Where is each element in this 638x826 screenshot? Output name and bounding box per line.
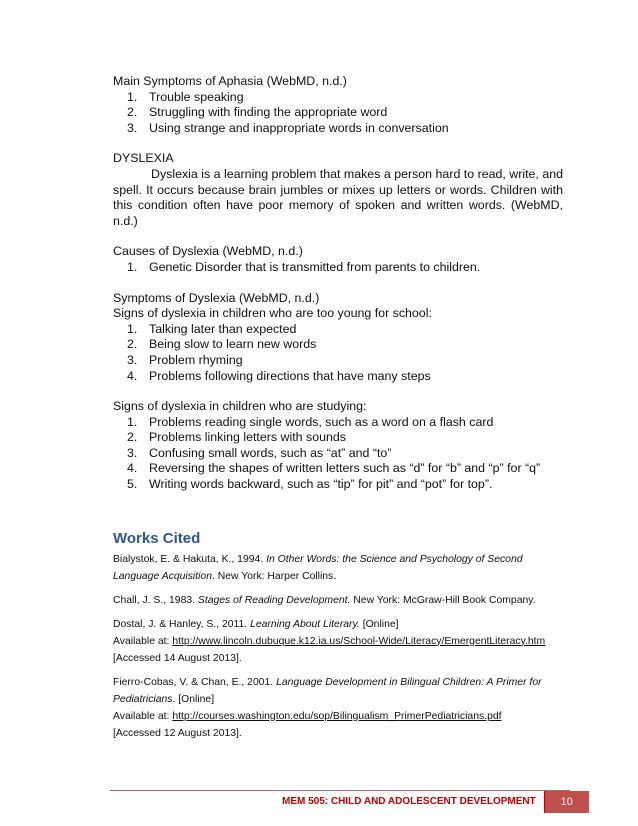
- list-text: Confusing small words, such as “at” and “to”: [149, 445, 392, 460]
- page-footer: [282, 791, 589, 813]
- list-item: [127, 430, 563, 446]
- dyslexia-paragraph: Dyslexia is a learning problem that makes a person hard to read, write, and spell. It occurs because brain jumbles or mixes up letters or words. Children with this condition often have poor memory of spoken and written words. (WebMD, n.d.): [113, 166, 563, 228]
- list-item: [127, 105, 563, 121]
- list-text: Using strange and inappropriate words in conversation: [149, 120, 449, 135]
- citation-entry: [113, 674, 563, 742]
- list-text: Trouble speaking: [149, 89, 244, 104]
- list-text: Problems following directions that have many steps: [149, 368, 431, 383]
- citation-accessed: [Accessed 14 August 2013].: [113, 652, 242, 664]
- young-signs-list: [113, 322, 563, 384]
- list-number: 2.: [127, 430, 138, 445]
- list-item: [127, 259, 563, 276]
- list-number: 2.: [127, 105, 138, 120]
- citation-author: Chall, J. S., 1983.: [113, 594, 198, 606]
- list-number: 3.: [127, 352, 138, 367]
- citation-format: [Online]: [359, 618, 399, 630]
- list-item: [127, 445, 563, 462]
- list-text: Problems linking letters with sounds: [149, 430, 346, 445]
- list-item: [127, 337, 563, 353]
- list-text: Genetic Disorder that is transmitted from parents to children.: [149, 259, 481, 274]
- list-item: [127, 477, 563, 493]
- studying-signs-heading: Signs of dyslexia in children who are studying:: [113, 399, 367, 414]
- available-label: Available at:: [113, 710, 173, 722]
- footer-course-title: MEM 505: CHILD AND ADOLESCENT DEVELOPMENT: [282, 791, 545, 813]
- works-cited-title: Works Cited: [113, 529, 201, 547]
- list-number: 1.: [127, 321, 138, 336]
- list-item: [127, 321, 563, 338]
- page-number: 10: [545, 791, 589, 813]
- citation-link[interactable]: http://www.lincoln.dubuque.k12.ia.us/School-Wide/Literacy/EmergentLiteracy.htm: [172, 635, 546, 647]
- list-number: 5.: [127, 477, 138, 492]
- aphasia-heading: Main Symptoms of Aphasia (WebMD, n.d.): [113, 74, 347, 88]
- list-item: [127, 120, 563, 137]
- citation-author: Fierro-Cobas, V. & Chan, E., 2001.: [113, 676, 277, 688]
- list-text: Problem rhyming: [149, 352, 243, 367]
- aphasia-list: [113, 90, 563, 137]
- citation-title: Language Development in Bilingual Children: A Primer for Pediatricians: [113, 676, 542, 705]
- citation-entry: [113, 592, 563, 609]
- available-label: Available at:: [113, 635, 173, 647]
- list-text: Problems reading single words, such as a word on a flash card: [149, 414, 494, 429]
- list-item: [127, 414, 563, 431]
- page-body: [113, 74, 563, 742]
- citation-title: Stages of Reading Development.: [197, 594, 351, 606]
- list-number: 3.: [127, 120, 138, 135]
- citation-title: Learning About Literary.: [250, 618, 360, 630]
- list-number: 1.: [127, 414, 138, 429]
- list-item: [127, 461, 563, 477]
- list-text: Writing words backward, such as “tip” for pit” and “pot” for top”.: [149, 477, 493, 492]
- citation-publisher: . New York: Harper Collins.: [211, 570, 337, 582]
- list-number: 1.: [127, 89, 138, 104]
- list-text: Reversing the shapes of written letters such as “d” for “b” and “p” for “q”: [149, 461, 541, 476]
- list-item: [127, 352, 563, 369]
- list-number: 2.: [127, 337, 138, 352]
- citation-author: Dostal, J. & Hanley, S., 2011.: [113, 618, 251, 630]
- young-signs-heading: Signs of dyslexia in children who are too young for school:: [113, 306, 432, 321]
- list-number: 4.: [127, 368, 138, 383]
- list-text: Struggling with finding the appropriate word: [149, 105, 388, 120]
- citation-entry: [113, 616, 563, 667]
- citation-entry: [113, 551, 563, 585]
- citation-author: Bialystok, E. & Hakuta, K., 1994.: [113, 553, 267, 565]
- causes-heading: Causes of Dyslexia (WebMD, n.d.): [113, 244, 303, 259]
- list-number: 1.: [127, 259, 138, 274]
- list-item: [127, 368, 563, 385]
- list-number: 4.: [127, 461, 138, 476]
- citation-link[interactable]: http://courses.washington.edu/sop/Bilingualism_PrimerPediatricians.pdf: [172, 710, 502, 722]
- citation-accessed: [Accessed 12 August 2013].: [113, 727, 242, 739]
- list-number: 3.: [127, 445, 138, 460]
- list-text: Talking later than expected: [149, 321, 297, 336]
- citation-title: In Other Words: the Science and Psychology of Second Language Acquisition: [113, 553, 523, 582]
- dyslexia-heading: DYSLEXIA: [113, 151, 174, 166]
- studying-signs-list: [113, 415, 563, 493]
- list-text: Being slow to learn new words: [149, 337, 317, 352]
- list-item: [127, 89, 563, 106]
- symptoms-heading: Symptoms of Dyslexia (WebMD, n.d.): [113, 290, 320, 305]
- causes-list: [113, 260, 563, 276]
- citation-publisher: New York: McGraw-Hill Book Company.: [350, 594, 536, 606]
- citation-format: . [Online]: [172, 693, 215, 705]
